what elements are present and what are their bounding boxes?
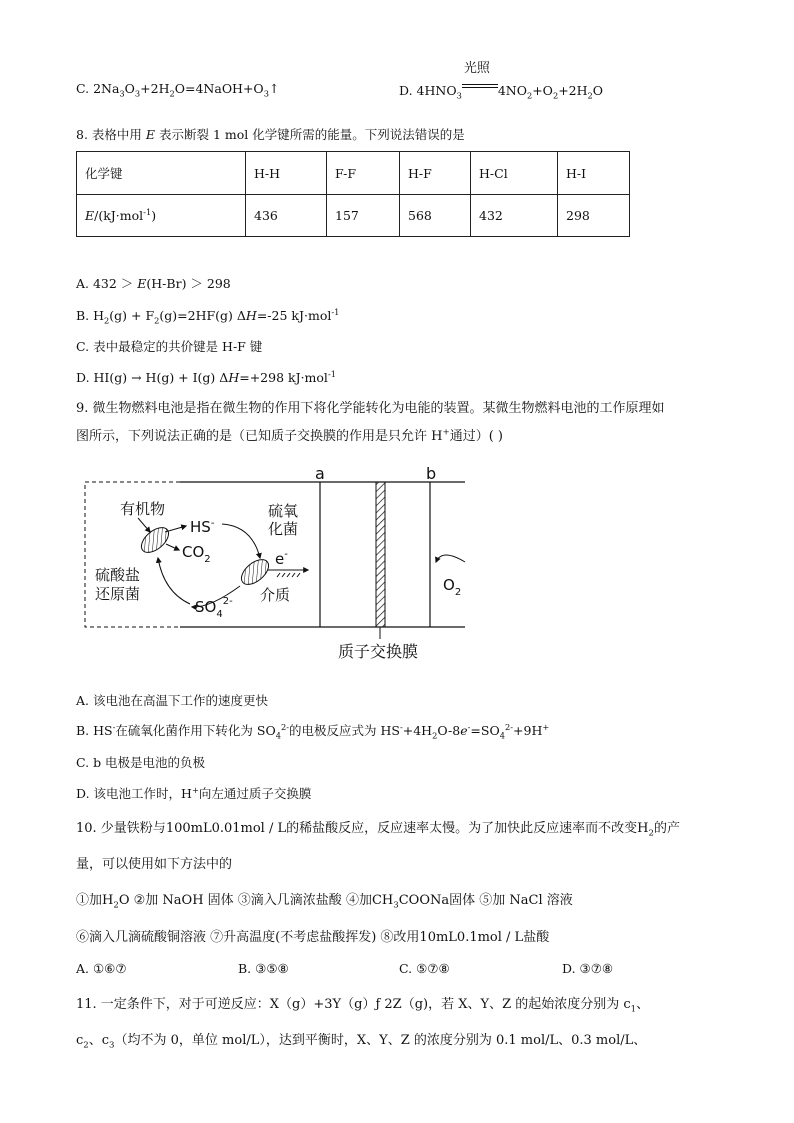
hs-label: HS- [190,518,215,536]
q11-line2: $c_2$、$c_3$（均不为 0，单位 mol/L），达到平衡时，X、Y、Z 的浓度分别为 0.1 mol/L、0.3 mol/L、 [76,1033,647,1051]
q9-option-d: D. 该电池工作时，H+向左通过质子交换膜 [76,784,312,801]
sulfate-to-reducer-arrow [158,558,190,604]
table-cell: 568 [400,195,471,237]
sulfate-reducer-label-1: 硫酸盐 [95,566,141,584]
medium-hatch [277,573,300,577]
q7-option-d: D. $4HNO_3$ 光照 $4NO_2+O_2+2H_2O$ [399,61,604,101]
q10-option-a: A. ①⑥⑦ [76,961,127,976]
table-cell: F-F [327,152,400,195]
electron-label: e- [275,549,288,568]
oxygen-label: $O_2$ [443,576,462,598]
membrane-label: 质子交换膜 [338,642,419,661]
organic-arrow [138,518,150,532]
table-cell: H-Cl [471,152,558,195]
sulfur-oxidizer-label-2: 化菌 [268,520,299,538]
table-row-label: E/(kJ·mol$^{-1}$) [77,195,246,237]
table-cell: 298 [558,195,630,237]
co2-arrow [166,544,179,550]
q7-option-c: C. $2Na_3O_3+2H_2O=4NaOH+O_3↑$ [76,81,280,99]
co2-label: $CO_2$ [182,543,211,565]
table-header-row [77,152,630,195]
q10-methods-line1: ①加$H_2O$ ②加 NaOH 固体 ③滴入几滴浓盐酸 ④加$CH_3COONa$固体 ⑤加 NaCl 溶液 [76,893,573,911]
fuel-cell-diagram [80,462,475,667]
electrode-a-label: a [315,464,325,483]
oxygen-arrow [436,555,465,562]
sulfur-oxidizing-bacterium-icon [237,555,273,589]
q11-line1: 11. 一定条件下，对于可逆反应：X（g）+3Y（g）ƒ 2Z（g)，若 X、Y、Z 的起始浓度分别为 $c_1$、 [76,997,650,1015]
sulfur-oxidizer-label-1: 硫氧 [268,502,299,520]
reaction-arrow-equals [462,61,498,95]
bond-energy-table [76,151,630,237]
q9-option-b: B. HS-在硫氧化菌作用下转化为 $SO_4^{2-}$的电极反应式为 $HS^-+4H_2O-8e^-=SO_4^{2-}+9H^+$ [76,721,550,741]
table-cell: 化学键 [77,152,246,195]
proton-exchange-membrane [376,482,385,627]
reaction-condition: 光照 [463,61,490,76]
q8-option-c: C. 表中最稳定的共价键是 H-F 键 [76,339,263,354]
table-cell: H-F [400,152,471,195]
q8-option-b: B. $H_2(g) + F_2(g)=2HF(g)$ ΔH=-25 kJ·mol$^{-1}$ [76,306,340,326]
q8-option-a: A. 432 ＞ E(H-Br) ＞ 298 [76,276,231,291]
fuel-cell-svg [80,462,475,667]
q10-option-c: C. ⑤⑦⑧ [399,961,450,976]
q8-stem: 8. 表格中用 E 表示断裂 1 mol 化学键所需的能量。下列说法错误的是 [76,127,465,142]
q9-stem-line1: 9. 微生物燃料电池是指在微生物的作用下将化学能转化为电能的装置。某微生物燃料电池的工作原理如 [76,401,665,416]
q10-methods-line2: ⑥滴入几滴硫酸铜溶液 ⑦升高温度(不考虑盐酸挥发) ⑧改用10mL0.1mol / L盐酸 [76,930,550,945]
q9-option-a: A. 该电池在高温下工作的速度更快 [76,693,268,708]
q8-option-d: D. HI(g) → H(g) + I(g) ΔH=+298 kJ·mol$^{-1}$ [76,368,336,385]
table-cell: 432 [471,195,558,237]
table-cell: H-I [558,152,630,195]
medium-label: 介质 [260,586,291,604]
q9-stem-line2: 图所示，下列说法正确的是（已知质子交换膜的作用是只允许 H+通过）( ) [76,427,503,444]
table-cell: H-H [246,152,327,195]
hs-arrow [165,526,186,532]
electrode-b-label: b [426,464,437,483]
sulfate-label: $SO_4^{2-}$ [195,596,233,620]
sulfate-reducing-bacterium-icon [137,523,173,557]
table-cell: 157 [327,195,400,237]
q10-option-d: D. ③⑦⑧ [562,961,614,976]
table-cell: 436 [246,195,327,237]
q9-option-c: C. b 电极是电池的负极 [76,755,206,770]
q10-stem-line2: 量，可以使用如下方法中的 [76,857,233,872]
q10-stem-line1: 10. 少量铁粉与100mL0.01mol / L的稀盐酸反应，反应速率太慢。为了加快此反应速率而不改变$H_2$的产 [76,821,680,839]
q10-option-b: B. ③⑤⑧ [238,961,289,976]
table-row [77,195,630,237]
hs-to-oxidizer-arrow [222,524,260,558]
organic-matter-label: 有机物 [120,500,166,518]
sulfate-reducer-label-2: 还原菌 [95,585,141,603]
